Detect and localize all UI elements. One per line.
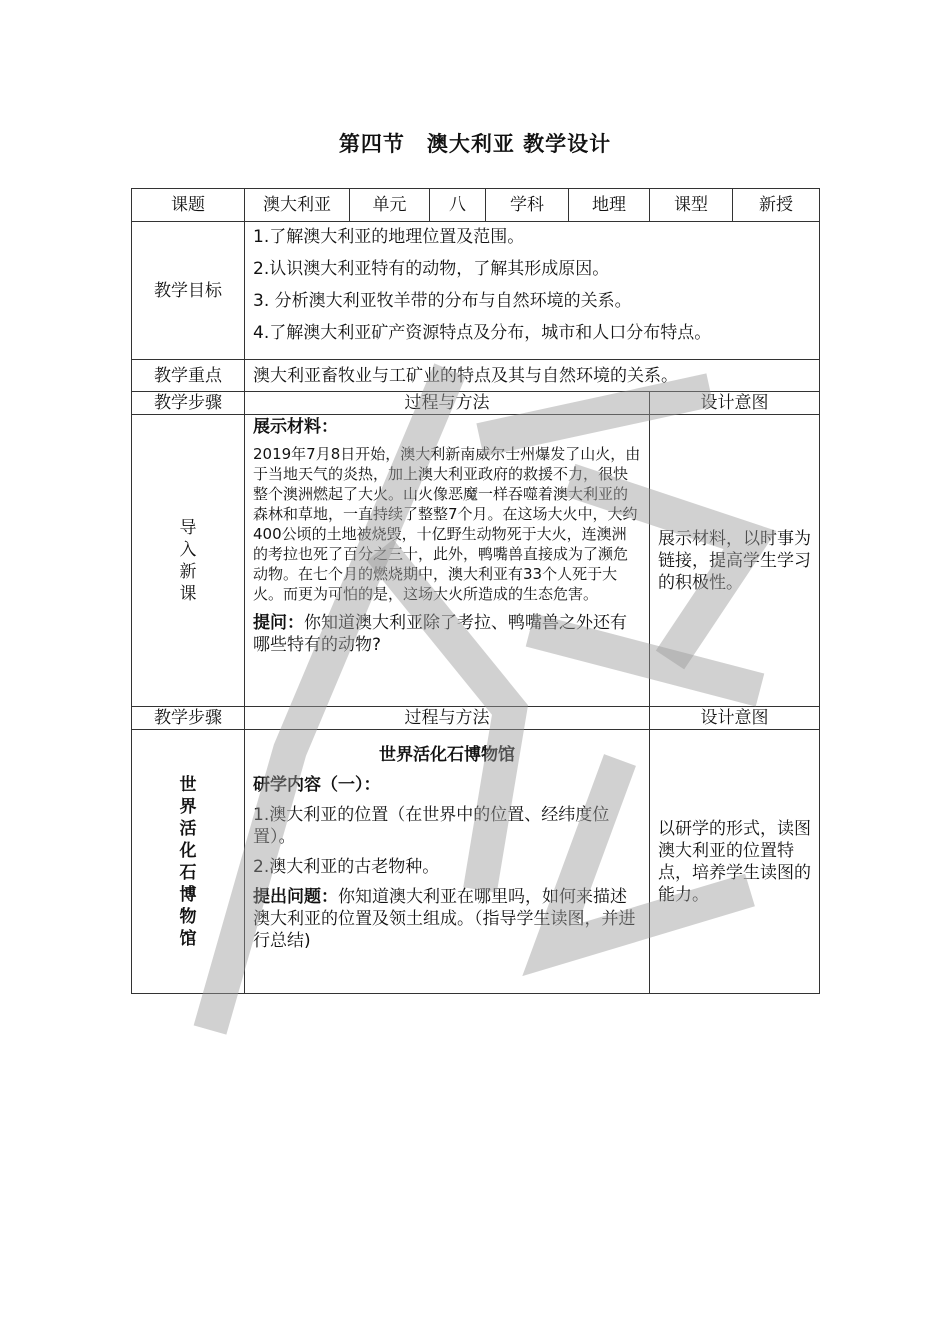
intro-row xyxy=(132,415,820,707)
page-title: 第四节 澳大利亚 教学设计 xyxy=(338,132,612,156)
goal-item: 1.了解澳大利亚的地理位置及范围。 xyxy=(253,227,525,247)
intro-step-text: 导入新课 xyxy=(179,517,197,604)
research-item: 2.澳大利亚的古老物种。 xyxy=(253,857,440,877)
goal-item: 2.认识澳大利亚特有的动物，了解其形成原因。 xyxy=(253,259,610,279)
step-header-label: 教学步骤 xyxy=(132,392,245,415)
museum-title: 世界活化石博物馆 xyxy=(379,745,515,765)
intent-header-label: 设计意图 xyxy=(650,707,820,730)
goal-item: 4.了解澳大利亚矿产资源特点及分布，城市和人口分布特点。 xyxy=(253,323,712,343)
steps-header-row-2 xyxy=(132,707,820,730)
type-label: 课型 xyxy=(650,189,733,222)
topic-label: 课题 xyxy=(132,189,245,222)
goal-item: 3. 分析澳大利亚牧羊带的分布与自然环境的关系。 xyxy=(253,291,632,311)
intro-process xyxy=(245,415,650,707)
museum-step-name xyxy=(132,730,245,994)
material-label: 展示材料： xyxy=(253,417,338,437)
goals-content xyxy=(245,222,820,360)
steps-header-row xyxy=(132,392,820,415)
process-header-label: 过程与方法 xyxy=(245,707,650,730)
intro-question xyxy=(253,612,641,656)
subject-value: 地理 xyxy=(569,189,650,222)
intent-header-label: 设计意图 xyxy=(650,392,820,415)
subject-label: 学科 xyxy=(486,189,569,222)
step-header-label: 教学步骤 xyxy=(132,707,245,730)
goals-label: 教学目标 xyxy=(132,222,245,360)
research-item: 1.澳大利亚的位置（在世界中的位置、经纬度位置）。 xyxy=(253,805,610,847)
material-text: 2019年7月8日开始，澳大利新南威尔士州爆发了山火，由于当地天气的炎热，加上澳大利亚政府的救援不力，很快整个澳洲燃起了大火。山火像恶魔一样吞噬着澳大利亚的森林和草地，一直持续了整整7个月。在这场大火中，大约400公顷的土地被烧毁，十亿野生动物死于大火，连澳洲的考拉也死了百分之三十，此外，鸭嘴兽直接成为了濒危动物。在七个月的燃烧期中，澳大利亚有33个人死于大火。而更为可怕的是，这场大火所造成的生态危害。 xyxy=(253,445,641,603)
museum-row xyxy=(132,730,820,994)
lesson-plan-table xyxy=(131,188,820,994)
museum-process xyxy=(245,730,650,994)
key-points-row xyxy=(132,360,820,392)
header-row xyxy=(132,189,820,222)
museum-question xyxy=(253,886,641,952)
question-label: 提问： xyxy=(253,613,304,633)
intro-step-name xyxy=(132,415,245,707)
museum-step-text: 世界活化石博物馆 xyxy=(179,774,197,949)
museum-question-label: 提出问题： xyxy=(253,887,338,907)
intro-intent: 展示材料，以时事为链接，提高学生学习的积极性。 xyxy=(650,415,820,707)
key-points-label: 教学重点 xyxy=(132,360,245,392)
museum-question-text: 你知道澳大利亚在哪里吗，如何来描述澳大利亚的位置及领土组成。（指导学生读图，并进行总结) xyxy=(253,887,636,951)
unit-label: 单元 xyxy=(350,189,430,222)
museum-intent: 以研学的形式，读图澳大利亚的位置特点，培养学生读图的能力。 xyxy=(650,730,820,994)
goals-row xyxy=(132,222,820,360)
type-value: 新授 xyxy=(733,189,820,222)
question-text: 你知道澳大利亚除了考拉、鸭嘴兽之外还有哪些特有的动物? xyxy=(253,613,627,655)
process-header-label: 过程与方法 xyxy=(245,392,650,415)
key-points-text: 澳大利亚畜牧业与工矿业的特点及其与自然环境的关系。 xyxy=(245,360,820,392)
topic-value: 澳大利亚 xyxy=(245,189,350,222)
unit-value: 八 xyxy=(430,189,486,222)
research-label: 研学内容（一）： xyxy=(253,775,381,795)
